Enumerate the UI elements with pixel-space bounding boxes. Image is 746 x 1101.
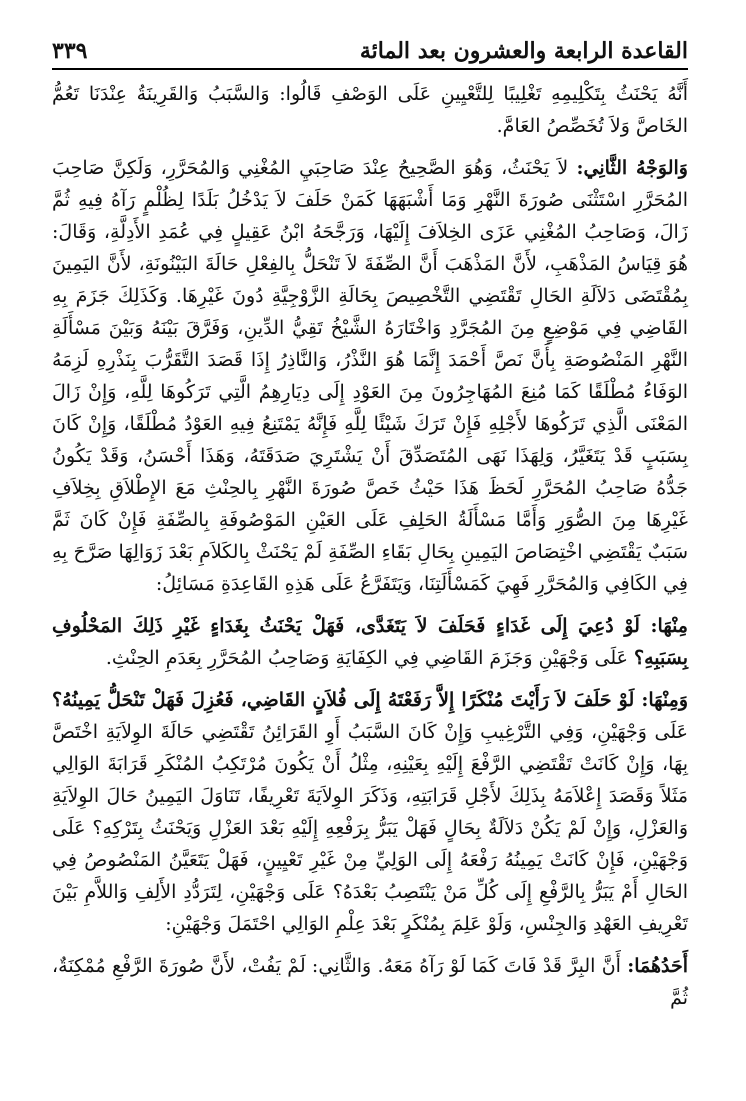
paragraph-lead: مِنْهَا: لَوْ دُعِيَ إِلَى غَدَاءٍ فَحَلَفَ لاَ يَتَغَدَّى، فَهَلْ يَحْنَثُ بِغَدَاءٍ غَيْرِ ذَلِكَ المَحْلُوفِ بِسَبَبِهِ؟ (52, 615, 688, 669)
paragraph-lead: وَمِنْهَا: لَوْ حَلَفَ لاَ رَأَيْتَ مُنْكَرًا إِلاَّ رَفَعْتَهُ إِلَى فُلاَنٍ القَاضِي، فَعُزِلَ فَهَلْ تَنْحَلُّ يَمِينُهُ؟ (52, 689, 688, 711)
paragraph-text: عَلَى وَجْهَيْنِ، وَفِي التَّرْغِيبِ وَإِنْ كَانَ السَّبَبُ أَوِ القَرَائِنُ تَقْتَضِي حَالَةَ الوِلاَيَةِ اخْتَصَّ بِهَا، وَإِنْ كَانَتْ تَقْتَضِي الرَّفْعَ إِلَيْهِ بِعَيْنِهِ، مِثْلُ أَنْ يَكُونَ مُرْتَكِبُ المُنْكَرِ قَرَابَةَ الوَالِي مَثَلاً وَقَصَدَ إِعْلاَمَهُ بِذَلِكَ لأَجْلِ قَرَابَتِهِ، وَذَكَرَ الوِلاَيَةَ تَعْرِيفًا، تَنَاوَلَ اليَمِينُ حَالَ الوِلاَيَةِ وَالعَزْلِ، وَإِنْ لَمْ يَكُنْ دَلاَلَةٌ بِحَالٍ فَهَلْ يَبَرُّ بِرَفْعِهِ إِلَيْهِ بَعْدَ العَزْلِ وَيَحْنَثُ بِتَرْكِهِ؟ عَلَى وَجْهَيْنِ، فَإِنْ كَانَتْ يَمِينُهُ رَفْعَهُ إِلَى الوَلِيِّ مِنْ غَيْرِ تَعْيِينٍ، فَهَلْ يَتَعَيَّنُ المَنْصُوصُ فِي الحَالِ أَمْ يَبَرُّ بِالرَّفْعِ إِلَى كُلِّ مَنْ يَنْتَصِبُ بَعْدَهُ؟ عَلَى وَجْهَيْنِ، لِتَرَدُّدِ الأَلِفِ وَاللاَّمِ بَيْنَ تَعْرِيفِ العَهْدِ وَالجِنْسِ، وَلَوْ عَلِمَ بِمُنْكَرٍ بَعْدَ عِلْمِ الوَالِي احْتَمَلَ وَجْهَيْنِ: (52, 721, 688, 935)
paragraph-text: لاَ يَحْنَثُ، وَهُوَ الصَّحِيحُ عِنْدَ صَاحِبَيِ المُغْنِي وَالمُحَرَّرِ، وَلَكِنَّ صَاحِبَ المُحَرَّرِ اسْتَثْنَى صُورَةَ النَّهْرِ وَمَا أَشْبَهَهَا كَمَنْ حَلَفَ لاَ يَدْخُلُ بَلَدًا لِظُلْمٍ رَآهُ فِيهِ ثُمَّ زَالَ، وَصَاحِبُ المُغْنِي عَزَى الخِلاَفَ إِلَيْهَا، وَرَجَّحَهُ ابْنُ عَقِيلٍ فِي عُمَدِ الأَدِلَّةِ، وَقَالَ: هُوَ قِيَاسُ المَذْهَبِ، لأَنَّ المَذْهَبَ أَنَّ الصِّفَةَ لاَ تَنْحَلُّ بِالفِعْلِ حَالَةَ البَيْنُونَةِ، لأَنَّ اليَمِينَ بِمُقْتَضَى دَلاَلَةِ الحَالِ تَقْتَضِي التَّخْصِيصَ بِحَالَةِ الزَّوْجِيَّةِ دُونَ غَيْرِهَا. وَكَذَلِكَ جَزَمَ بِهِ القَاضِي فِي مَوْضِعٍ مِنَ المُجَرَّدِ وَاخْتَارَهُ الشَّيْخُ تَقِيُّ الدِّينِ، وَفَرَّقَ بَيْنَهُ وَبَيْنَ مَسْأَلَةِ النَّهْرِ المَنْصُوصَةِ بِأَنَّ نَصَّ أَحْمَدَ إِنَّمَا هُوَ النَّذْرُ، وَالنَّاذِرُ إِذَا قَصَدَ التَّقَرُّبَ بِنَذْرِهِ لَزِمَهُ الوَفَاءُ مُطْلَقًا كَمَا مُنِعَ المُهَاجِرُونَ مِنَ العَوْدِ إِلَى دِيَارِهِمُ الَّتِي تَرَكُوهَا لِلَّهِ، وَإِنْ زَالَ المَعْنَى الَّذِي تَرَكُوهَا لأَجْلِهِ فَإِنْ تَرَكَ شَيْئًا لِلَّهِ فَإِنَّهُ يَمْتَنِعُ فِيهِ العَوْدُ مُطْلَقًا، وَإِنْ كَانَ بِسَبَبٍ قَدْ يَتَغَيَّرُ، وَلِهَذَا نَهَى المُتَصَدِّقَ أَنْ يَشْتَرِيَ صَدَقَتَهُ، وَهَذَا أَحْسَنُ، وَقَدْ يَكُونُ جَدُّهُ صَاحِبُ المُحَرَّرِ لَحَظَ هَذَا حَيْثُ خَصَّ صُورَةَ النَّهْرِ بِالحِنْثِ مَعَ الإِطْلاَقِ بِخِلاَفِ غَيْرِهَا مِنَ الصُّوَرِ وَأَمَّا مَسْأَلَةُ الحَلِفِ عَلَى العَيْنِ المَوْصُوفَةِ بِالصِّفَةِ فَإِنْ كَانَ ثَمَّ سَبَبٌ يَقْتَضِي اخْتِصَاصَ اليَمِينِ بِحَالِ بَقَاءِ الصِّفَةِ لَمْ يَحْنَثْ بِالكَلاَمِ بَعْدَ زَوَالِهَا صَرَّحَ بِهِ فِي الكَافِي وَالمُحَرَّرِ فَهِيَ كَمَسْأَلَتِنَا، وَيَتَفَرَّعُ عَلَى هَذِهِ القَاعِدَةِ مَسَائِلُ: (52, 157, 688, 595)
paragraph-issue-lunch (52, 610, 688, 674)
paragraph-text: أَنَّهُ يَحْنَثُ بِتَكْلِيمِهِ تَغْلِيبًا لِلتَّعْيِينِ عَلَى الوَصْفِ قَالُوا: وَالسَّبَبُ وَالقَرِينَةُ عِنْدَنَا تَعُمُّ الخَاصَّ وَلاَ تُخَصِّصُ العَامَّ. (52, 83, 688, 137)
paragraph-lead: وَالوَجْهُ الثَّانِي: (576, 157, 688, 179)
paragraph-text: أَنَّ البِرَّ قَدْ فَاتَ كَمَا لَوْ رَآهُ مَعَهُ. وَالثَّانِي: لَمْ يَفُتْ، لأَنَّ صُورَةَ الرَّفْعِ مُمْكِنَةٌ، ثُمَّ (52, 955, 688, 1009)
paragraph-lead: أَحَدُهُمَا: (627, 955, 688, 977)
paragraph-issue-judge (52, 684, 688, 940)
paragraph-text: عَلَى وَجْهَيْنِ وَجَزَمَ القَاضِي فِي الكِفَايَةِ وَصَاحِبُ المُحَرَّرِ بِعَدَمِ الحِنْثِ. (105, 647, 635, 669)
paragraph-second-view (52, 152, 688, 600)
paragraph-first-of-two (52, 950, 688, 1014)
page-header (52, 38, 688, 70)
page-number: ٣٣٩ (52, 38, 88, 64)
paragraph-continuation (52, 78, 688, 142)
running-title: القاعدة الرابعة والعشرون بعد المائة (359, 38, 688, 64)
body-text (52, 78, 688, 1014)
